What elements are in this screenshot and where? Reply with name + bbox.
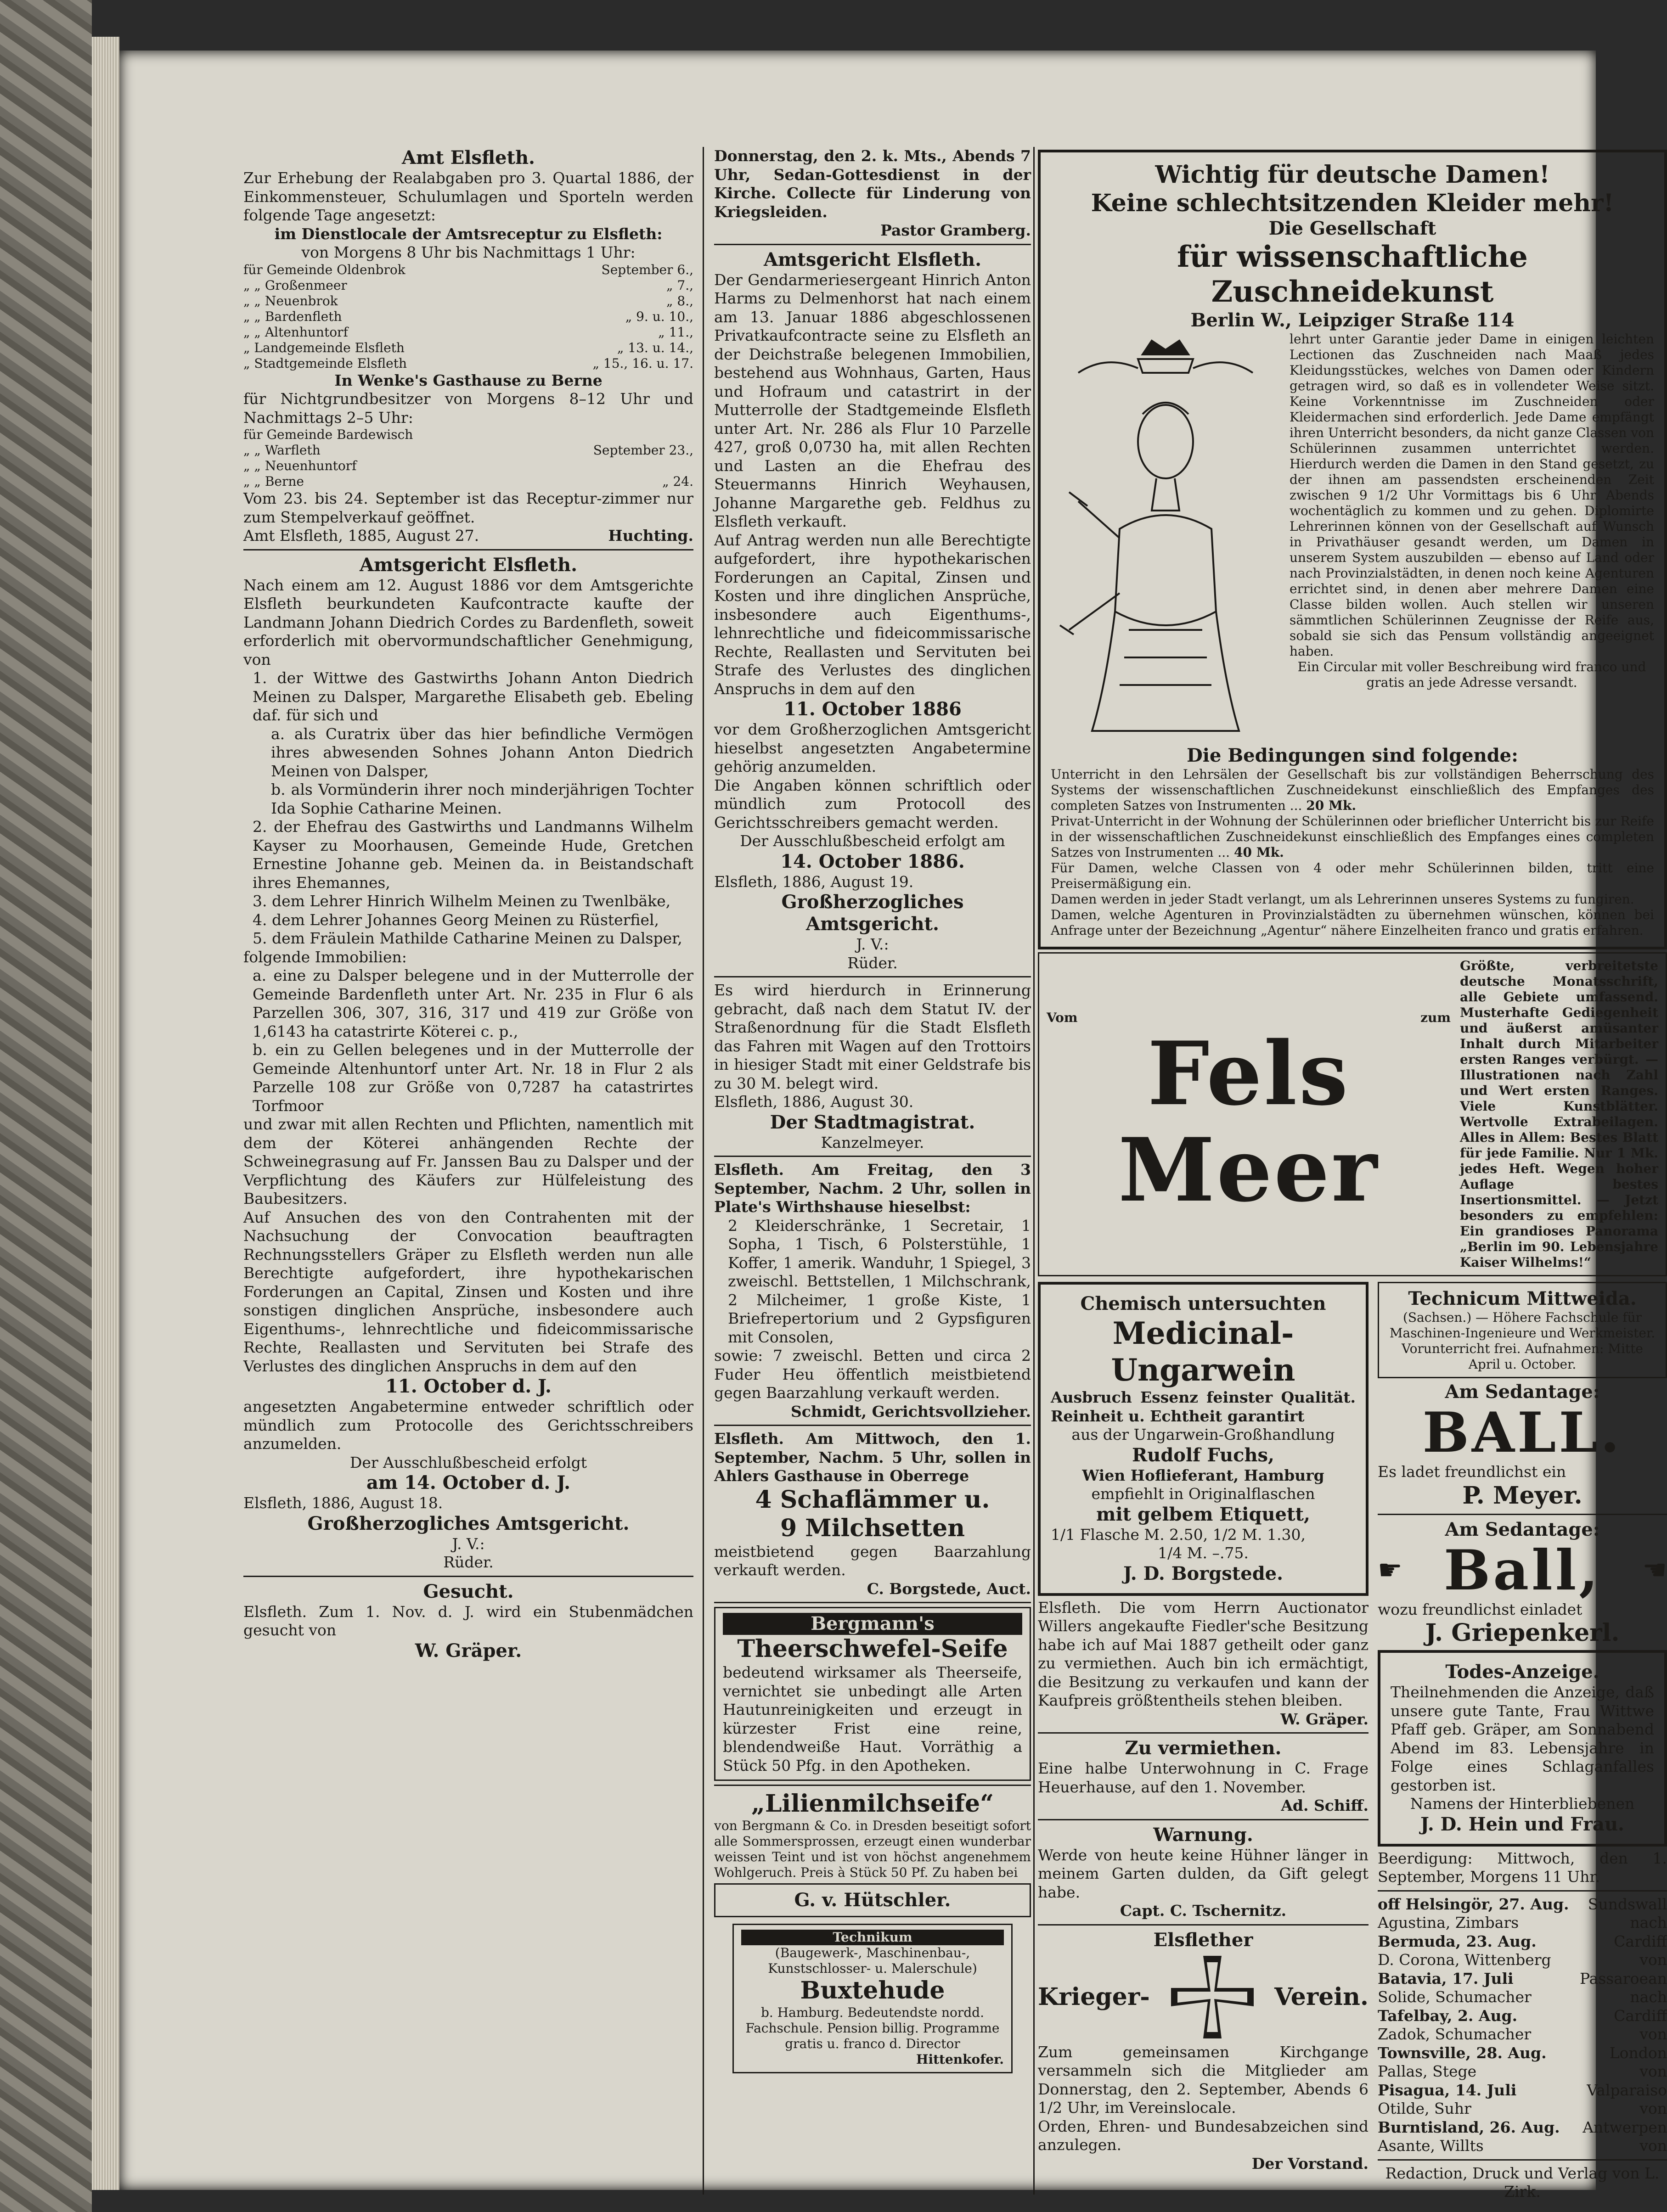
amt-signature: Amt Elsfleth, 1885, August 27. Huchting. xyxy=(243,527,693,545)
krieger-title-row xyxy=(1038,1951,1369,2043)
wein-label: mit gelbem Etiquett, xyxy=(1096,1503,1310,1525)
fels-zum: zum xyxy=(1420,1010,1451,1025)
gesucht-text: Elsfleth. Zum 1. Nov. d. J. wird ein Stubenmädchen gesucht von xyxy=(243,1602,693,1639)
krieger-text: Orden, Ehren- und Bundesabzeichen sind anzulegen. xyxy=(1038,2117,1369,2154)
ag2-iv: J. V.: xyxy=(856,935,889,953)
ag-list-item: 5. dem Fräulein Mathilde Catharine Meinen zu Dalsper, xyxy=(253,929,682,947)
pointing-hand-left-icon: ☚ xyxy=(1642,1554,1667,1587)
lilien-signature: G. v. Hütschler. xyxy=(714,1883,1031,1917)
warn-title: Warnung. xyxy=(1153,1824,1253,1846)
wein-head: Chemisch untersuchten xyxy=(1080,1293,1326,1314)
divider xyxy=(1038,1732,1369,1734)
ship-row: Batavia, 17. Juli Passaroean xyxy=(1378,1969,1667,1987)
lamb-signature: C. Borgstede, Auct. xyxy=(867,1579,1031,1598)
ship-list xyxy=(1378,1895,1667,2156)
damen-text: lehrt unter Garantie jeder Dame in einigen leichten Lectionen das Zuschneiden nach Maaß jedes Kleidungsstückes, welches von Damen oder Kindern getragen wird, so daß es in vollendeter Weise sitzt. Keine Vorkenntnisse im Zuschneiden oder Kleidermachen sind erforderlich. Jede Dame empfängt ihren Unterricht besonders, da nicht ganze Classen von Schülerinnen zusammen unterrichtet werden. Hierdurch werden die Damen in den Stand gesetzt, zu der ihnen am passendsten erscheinenden Zeit zwischen 9 1/2 Uhr Vormittags bis 6 Uhr Abends wochentäglich zu kommen und zu gehen. Diplomirte Lehrerinnen können von der Gesellschaft auf Wunsch in Privathäuser gesandt werden, um Damen in unserem System auszubilden — ebenso auf Land oder nach Provinzialstädten, in denen noch keine Agenturen errichtet sind, in denen aber mehrere Damen eine Classe bilden wollen. Auch stellen wir unseren sämmtlichen Schülerinnen Zeugnisse der Reife aus, sobald sie sich das Pensum vollständig angeeignet haben. xyxy=(1290,331,1654,659)
wein-text: empfiehlt in Originalflaschen xyxy=(1091,1485,1315,1503)
technikum-head: Technikum xyxy=(741,1930,1004,1945)
auction-signature: Schmidt, Gerichtsvollzieher. xyxy=(790,1402,1031,1420)
verm-text: Eine halbe Unterwohnung in C. Frage Heuerhause, auf den 1. November. xyxy=(1038,1759,1369,1796)
wein-title: Medicinal-Ungarwein xyxy=(1111,1315,1295,1388)
ag-text: Nach einem am 12. August 1886 vor dem Amtsgerichte Elsfleth beurkundeten Kaufcontracte kaufte der Landmann Johann Diedrich Cordes zu Bardenfleth, soweit erforderlich mit obervormundschaftlicher Genehmigung, von xyxy=(243,576,693,668)
wein-city: Wien Hoflieferant, Hamburg xyxy=(1082,1466,1324,1484)
damen-condition: Damen werden in jeder Stadt verlangt, um als Lehrerinnen unseres Systems zu fungiren. xyxy=(1051,892,1634,907)
ship-row: D. Corona, Wittenberg von xyxy=(1378,1951,1667,1969)
damen-conditions-title: Die Bedingungen sind folgende: xyxy=(1187,745,1518,766)
ag-list-item: 1. der Wittwe des Gastwirths Johann Anton Diedrich Meinen zu Dalsper, Margarethe Elisabeth geb. Ebeling daf. für sich und xyxy=(253,669,693,724)
willers-signature: W. Gräper. xyxy=(1280,1710,1369,1728)
lilien-title: „Lilienmilchseife“ xyxy=(751,1790,994,1818)
technikum-place: Buxtehude xyxy=(800,1976,945,2004)
schedule-row: „ „ Bardenfleth „ 9. u. 10., xyxy=(243,309,693,324)
ag2-text: vor dem Großherzoglichen Amtsgericht hieselbst angesetzten Angabetermine gehörig anzumelden. xyxy=(714,720,1031,775)
amt-time-2: für Nichtgrundbesitzer von Morgens 8–12 Uhr und Nachmittags 2–5 Uhr: xyxy=(243,390,693,427)
ag-place: Elsfleth, 1886, August 18. xyxy=(243,1494,443,1512)
lady-illustration xyxy=(1051,336,1280,740)
ship-row: Townsville, 28. Aug. London xyxy=(1378,2044,1667,2062)
book-binding xyxy=(0,0,92,2212)
ball2-title: Ball, xyxy=(1443,1538,1601,1603)
ball1-text: Es ladet freundlichst ein xyxy=(1378,1463,1566,1481)
divider xyxy=(1038,1924,1369,1926)
divider xyxy=(1378,1514,1667,1515)
schedule-row: „ „ Neuenhuntorf xyxy=(243,458,357,473)
ship-row: Solide, Schumacher nach xyxy=(1378,1988,1667,2006)
col3-lower xyxy=(1038,1279,1667,2201)
ag2-title: Amtsgericht Elsfleth. xyxy=(763,248,982,270)
lamb-text: meistbietend gegen Baarzahlung verkauft werden. xyxy=(714,1542,1031,1579)
ship-row: off Helsingör, 27. Aug. Sundswall xyxy=(1378,1895,1667,1913)
ag-list-item: 4. dem Lehrer Johannes Georg Meinen zu Rüsterfiel, xyxy=(253,910,659,929)
schedule-2 xyxy=(243,427,693,489)
magistrat-text: Es wird hierdurch in Erinnerung gebracht, daß nach dem Statut IV. der Straßenordnung für die Stadt Elsfleth das Fahren mit Wagen auf den Trottoirs in hiesiger Stadt mit einer Geldstrafe bis zu 30 M. belegt wird. xyxy=(714,981,1031,1092)
damen-society: Die Gesellschaft xyxy=(1268,218,1436,239)
damen-address: Berlin W., Leipziger Straße 114 xyxy=(1190,309,1515,331)
wein-price: 1/4 M. –.75. xyxy=(1158,1544,1249,1562)
column-rule xyxy=(703,147,704,2195)
schedule-row: „ „ Neuenbrok „ 8., xyxy=(243,293,693,309)
ship-row: Tafelbay, 2. Aug. Cardiff xyxy=(1378,2006,1667,2025)
page-edges xyxy=(92,37,119,2190)
technikum-ad xyxy=(732,1924,1013,2073)
wein-firm: Rudolf Fuchs, xyxy=(1132,1444,1274,1466)
bergmann-ad xyxy=(714,1607,1031,1781)
divider xyxy=(714,244,1031,245)
amt-location-2: In Wenke's Gasthause zu Berne xyxy=(334,371,603,389)
lamb-text: Elsfleth. Am Mittwoch, den 1. September, Nachm. 5 Uhr, sollen in Ahlers Gasthause in Oberrege xyxy=(714,1430,1031,1485)
magistrat-signature: Der Stadtmagistrat. xyxy=(770,1111,975,1133)
wein-signature: J. D. Borgstede. xyxy=(1123,1562,1284,1584)
imprint: Redaction, Druck und Verlag von L. Zirk. xyxy=(1385,2164,1660,2201)
wein-text: Ausbruch Essenz feinster Qualität. Reinheit u. Echtheit garantirt xyxy=(1051,1388,1356,1425)
church-signature: Pastor Gramberg. xyxy=(880,221,1031,239)
divider xyxy=(714,1425,1031,1426)
ag-name: Rüder. xyxy=(443,1553,494,1571)
ag2-text: Auf Antrag werden nun alle Berechtigte aufgefordert, ihre hypothekarischen Forderungen an Capital, Zinsen und Kosten und ihre dinglichen Ansprüche, insbesondere auch Eigenthums-, lehnrechtliche und fideicommissarische Rechte, Reallasten und Servituten bei Strafe des Verlustes des dinglichen Anspruchs in dem auf den xyxy=(714,531,1031,698)
schedule-row: für Gemeinde Bardewisch xyxy=(243,427,413,442)
ship-row: Asante, Willts von xyxy=(1378,2137,1667,2155)
ship-row: Burntisland, 26. Aug. Antwerpen xyxy=(1378,2118,1667,2136)
ag2-court: Großherzogliches Amtsgericht. xyxy=(781,891,964,935)
damen-name: für wissenschaftliche Zuschneidekunst xyxy=(1177,240,1528,309)
ship-row: Pallas, Stege von xyxy=(1378,2062,1667,2080)
pointing-hand-right-icon: ☛ xyxy=(1378,1554,1402,1587)
fels-vom: Vom xyxy=(1047,1010,1078,1025)
schedule-row: „ Landgemeinde Elsfleth „ 13. u. 14., xyxy=(243,340,693,355)
lilien-text: von Bergmann & Co. in Dresden beseitigt sofort alle Sommersprossen, erzeugt einen wunderbar weissen Teint und ist von höchst angenehmem Wohlgeruch. Preis à Stück 50 Pf. Zu haben bei xyxy=(714,1818,1031,1880)
col3-lower-right xyxy=(1378,1279,1667,2201)
column-1 xyxy=(243,147,693,1662)
ag-title: Amtsgericht Elsfleth. xyxy=(359,554,578,576)
damen-condition: Unterricht in den Lehrsälen der Gesellschaft bis zur vollständigen Beherrschung des Systems der wissenschaftlichen Zuschneidekunst einschließlich des Empfanges des completen Satzes von Instrumenten ... 20 Mk. xyxy=(1051,767,1654,813)
krieger-signature: Der Vorstand. xyxy=(1251,2154,1369,2173)
ag-text: Der Ausschlußbescheid erfolgt xyxy=(349,1453,587,1471)
fels-meer-masthead xyxy=(1047,1010,1451,1221)
amt-title: Amt Elsfleth. xyxy=(402,147,535,168)
ag-list-item: 2. der Ehefrau des Gastwirths und Landmanns Wilhelm Kayser zu Moorhausen, Gemeinde Hude, Gretchen Ernestine Johanne geb. Meinen da. in Beistandschaft ihres Ehemannes, xyxy=(253,818,693,892)
col3-lower-left xyxy=(1038,1279,1369,2201)
bergmann-text: bedeutend wirksamer als Theerseife, vernichtet sie unbedingt alle Arten Hautunreinigkeiten und erzeugt in kürzester Frist eine reine, blendendweiße Haut. Vorräthig a Stück 50 Pfg. in den Apotheken. xyxy=(723,1663,1022,1774)
ag2-text: Der Gendarmeriesergeant Hinrich Anton Harms zu Delmenhorst hat nach einem am 13. Januar 1886 abgeschlossenen Privatkaufcontracte seine zu Elsfleth an der Deichstraße belegenen Immobilien, bestehend aus Wohnhaus, Garten, Haus und Hofraum und catastrirt in der Mutterrolle der Stadtgemeinde Elsfleth unter Art. Nr. 286 als Flur 10 Parzelle 427, groß 0,0730 ha, mit allen Rechten und Lasten an die Ehefrau des Steuermanns Hinrich Weyhausen, Johanne Margarethe geb. Feldhus zu Elsfleth verkauft. xyxy=(714,270,1031,530)
schedule-row: „ Stadtgemeinde Elsfleth „ 15., 16. u. 17. xyxy=(243,355,693,371)
damen-condition: Privat-Unterricht in der Wohnung der Schülerinnen oder brieflicher Unterricht bis zur Reife in der wissenschaftlichen Zuschneidekunst einschließlich des Empfanges eines completen Satzes von Instrumenten ... 40 Mk. xyxy=(1051,814,1654,860)
bergmann-product: Theerschwefel-Seife xyxy=(737,1635,1008,1663)
divider xyxy=(714,1602,1031,1603)
damen-ad xyxy=(1038,150,1667,949)
ag-text: und zwar mit allen Rechten und Pflichten, namentlich mit dem der Köterei anhängenden Rechte der Schweinegrasung auf Fr. Janssen Bau zu Dalsper und der Verpflichtung des Käufers zur Hülfeleistung des Baubesitzers. xyxy=(243,1115,693,1207)
damen-condition: Damen, welche Agenturen in Provinzialstädten zu übernehmen wünschen, können bei Anfrage unter der Bezeichnung „Agentur“ nähere Einzelheiten franco und gratis erfahren. xyxy=(1051,907,1654,938)
ag-item: a. eine zu Dalsper belegene und in der Mutterrolle der Gemeinde Bardenfleth unter Art. Nr. 235 in Flur 6 als Parzellen 306, 307, 316, 317 und 419 zur Größe von 1,6143 ha catastrirte Köterei c. p., xyxy=(253,966,693,1040)
damen-text-2: Ein Circular mit voller Beschreibung wird franco und gratis an jede Adresse versandt. xyxy=(1297,659,1646,690)
ag-list-item: b. als Vormünderin ihrer noch minderjährigen Tochter Ida Sophie Catharine Meinen. xyxy=(271,780,693,817)
bergmann-title: Bergmann's xyxy=(723,1613,1022,1635)
ship-row: Otilde, Suhr von xyxy=(1378,2100,1667,2117)
amt-close: Vom 23. bis 24. September ist das Receptur-zimmer nur zum Stempelverkauf geöffnet. xyxy=(243,489,693,526)
auction-text: sowie: 7 zweischl. Betten und circa 2 Fuder Heu öffentlich meistbietend gegen Baarzahlung verkauft werden. xyxy=(714,1347,1031,1402)
todes-burial: Beerdigung: Mittwoch, den 1. September, Morgens 11 Uhr. xyxy=(1378,1849,1667,1886)
ball2-text: wozu freundlichst einladet xyxy=(1378,1600,1583,1618)
wein-ad xyxy=(1038,1282,1369,1596)
damen-title: Wichtig für deutsche Damen! xyxy=(1155,161,1550,189)
ag2-date: 11. October 1886 xyxy=(783,698,962,720)
auction-items: 2 Kleiderschränke, 1 Secretair, 1 Sopha, 1 Tisch, 6 Polsterstühle, 1 Koffer, 1 amerik. Wanduhr, 1 Spiegel, 3 zweischl. Bettstellen, 1 Milchschrank, 2 Milcheimer, 1 große Kiste, 1 Briefrepertorium und 2 Gypsfiguren mit Consolen, xyxy=(728,1216,1031,1346)
technikum-sub: (Baugewerk-, Maschinenbau-, Kunstschlosser- u. Malerschule) xyxy=(768,1945,977,1976)
schedule-row: „ „ Großenmeer „ 7., xyxy=(243,277,693,293)
mittweida-text: (Sachsen.) — Höhere Fachschule für Maschinen-Ingenieure und Werkmeister. Vorunterricht frei. Aufnahmen: Mitte April u. October. xyxy=(1389,1310,1656,1372)
ag-text: Auf Ansuchen des von den Contrahenten mit der Nachsuchung der Convocation beauftragten Rechnungsstellers Gräper zu Elsfleth werden nun alle Berechtigte aufgefordert, ihre hypothekarischen Forderungen an Capital, Zinsen und Kosten und ihre sonstigen dinglichen Ansprüche, insbesondere auch Eigenthums-, lehnrechtliche und fideicommissarische Rechte, Reallasten und Servituten bei Strafe des Verlustes des dinglichen Anspruchs in dem auf den xyxy=(243,1208,693,1375)
damen-condition: Für Damen, welche Classen von 4 oder mehr Schülerinnen bilden, tritt eine Preisermäßigung ein. xyxy=(1051,860,1654,891)
amt-time-1: von Morgens 8 Uhr bis Nachmittags 1 Uhr: xyxy=(301,243,636,261)
ship-row: Pisagua, 14. Juli Valparaiso xyxy=(1378,2081,1667,2099)
todes-signature: J. D. Hein und Frau. xyxy=(1420,1813,1624,1835)
column-2 xyxy=(714,147,1031,2080)
amt-location-1: im Dienstlocale der Amtsreceptur zu Elsfleth: xyxy=(274,225,663,243)
auction-text: Elsfleth. Am Freitag, den 3 September, Nachm. 2 Uhr, sollen in Plate's Wirthshause hieselbst: xyxy=(714,1161,1031,1216)
todes-text: Theilnehmenden die Anzeige, daß unsere gute Tante, Frau Wittwe Pfaff geb. Gräper, am Sonnabend Abend im 83. Lebensjahre in Folge eines Schlaganfalles gestorben ist. xyxy=(1391,1683,1654,1794)
damen-subtitle: Keine schlechtsitzenden Kleider mehr! xyxy=(1091,189,1614,217)
church-notice: Donnerstag, den 2. k. Mts., Abends 7 Uhr, Sedan-Gottesdienst in der Kirche. Collecte für Linderung von Kriegsleiden. xyxy=(714,147,1031,221)
schedule-row: „ „ Warfleth September 23., xyxy=(243,443,693,458)
magistrat-place: Elsfleth, 1886, August 30. xyxy=(714,1093,914,1111)
verm-signature: Ad. Schiff. xyxy=(1281,1797,1369,1814)
ag-court: Großherzogliches Amtsgericht. xyxy=(307,1512,630,1534)
ship-row: Agustina, Zimbars nach xyxy=(1378,1914,1667,1931)
ag-text: folgende Immobilien: xyxy=(243,948,407,966)
ag-list-item: 3. dem Lehrer Hinrich Wilhelm Meinen zu Twenlbäke, xyxy=(253,892,671,910)
ag-date: 11. October d. J. xyxy=(385,1375,552,1397)
ag2-date: 14. October 1886. xyxy=(780,850,965,872)
wein-price: 1/1 Flasche M. 2.50, 1/2 M. 1.30, xyxy=(1051,1525,1306,1544)
technikum-text: b. Hamburg. Bedeutendste nordd. Fachschule. Pension billig. Programme gratis u. franco d. Director xyxy=(745,2005,1000,2051)
ag-date: am 14. October d. J. xyxy=(366,1472,571,1493)
column-3 xyxy=(1038,147,1667,2201)
divider xyxy=(714,1156,1031,1157)
wein-text: aus der Ungarwein-Großhandlung xyxy=(1071,1426,1335,1443)
ag2-text: Die Angaben können schriftlich oder mündlich zum Protocoll des Gerichtsschreibers gemacht werden. xyxy=(714,776,1031,831)
divider xyxy=(714,1785,1031,1786)
divider xyxy=(1038,1819,1369,1820)
lamb-line: 9 Milchsetten xyxy=(780,1514,965,1542)
willers-text: Elsfleth. Die vom Herrn Auctionator Willers angekaufte Fiedler'sche Besitzung habe ich auf Mai 1887 getheilt oder ganz zu vermiethen. Auch bin ich ermächtigt, die Besitzung zu verkaufen und kann der Kaufpreis größtentheils stehen bleiben. xyxy=(1038,1598,1369,1709)
verm-title: Zu vermiethen. xyxy=(1125,1737,1282,1759)
krieger-left: Krieger- xyxy=(1038,1982,1150,2011)
schedule-1 xyxy=(243,262,693,371)
newspaper-page xyxy=(119,51,1667,2201)
technikum-director: Hittenkofer. xyxy=(916,2052,1004,2067)
divider xyxy=(243,549,693,550)
schedule-row: für Gemeinde Oldenbrok September 6., xyxy=(243,262,693,277)
lamb-line: 4 Schaflämmer u. xyxy=(755,1485,990,1514)
amt-intro: Zur Erhebung der Realabgaben pro 3. Quartal 1886, der Einkommensteuer, Schulumlagen und Sporteln werden folgende Tage angesetzt: xyxy=(243,169,693,224)
ag-iv: J. V.: xyxy=(452,1534,485,1553)
divider xyxy=(1378,2159,1667,2161)
ag2-name: Rüder. xyxy=(847,954,898,972)
ag-list-item: a. als Curatrix über das hier befindliche Vermögen ihres abwesenden Sohnes Johann Anton Diedrich Meinen von Dalsper, xyxy=(271,724,693,780)
ship-row: Bermuda, 23. Aug. Cardiff xyxy=(1378,1932,1667,1950)
ag2-text: Der Ausschlußbescheid erfolgt am xyxy=(740,832,1005,850)
column-rule xyxy=(1033,147,1035,2195)
gesucht-title: Gesucht. xyxy=(423,1580,514,1602)
ball1-signature: P. Meyer. xyxy=(1462,1481,1583,1510)
ball2-row xyxy=(1378,1538,1667,1603)
ball2-head: Am Sedantage: xyxy=(1445,1518,1600,1540)
ball1-head: Am Sedantage: xyxy=(1445,1381,1600,1403)
schedule-row: „ „ Altenhuntorf „ 11., xyxy=(243,324,693,340)
todes-text: Namens der Hinterbliebenen xyxy=(1410,1795,1635,1813)
magistrat-name: Kanzelmeyer. xyxy=(821,1133,924,1151)
schedule-row: „ „ Berne „ 24. xyxy=(243,474,693,489)
ball2-signature: J. Griepenkerl. xyxy=(1425,1619,1620,1647)
ball1-title: BALL. xyxy=(1422,1400,1622,1465)
krieger-head: Elsflether xyxy=(1153,1929,1253,1951)
ag2-place: Elsfleth, 1886, August 19. xyxy=(714,872,914,891)
krieger-right: Verein. xyxy=(1274,1982,1369,2011)
gesucht-name: W. Gräper. xyxy=(415,1639,522,1662)
fels-meer-ad xyxy=(1038,952,1667,1276)
iron-cross-icon xyxy=(1166,1951,1258,2043)
mittweida-ad xyxy=(1378,1282,1667,1378)
warn-signature: Capt. C. Tschernitz. xyxy=(1120,1902,1287,1920)
warn-text: Werde von heute keine Hühner länger in meinem Garten dulden, da Gift gelegt habe. xyxy=(1038,1846,1369,1901)
todes-anzeige xyxy=(1378,1650,1667,1847)
ag-text: angesetzten Angabetermine entweder schriftlich oder mündlich zum Protocolle des Gerichtsschreibers anzumelden. xyxy=(243,1398,693,1453)
fels-meer-title: Fels Meer xyxy=(1118,1022,1380,1221)
fels-meer-text: Größte, verbreitetste deutsche Monatsschrift, alle Gebiete umfassend. Musterhafte Gediegenheit und äußerst amüsanter Inhalt durch Mitarbeiter ersten Ranges verbürgt. — Illustrationen nach Zahl und Wert ersten Ranges. Viele Kunstblätter. Wertvolle Extrabeilagen. Alles in Allem: Bestes Blatt für jede Familie. Nur 1 Mk. jedes Heft. Wegen hoher Auflage bestes Insertionsmittel. — Jetzt besonders zu empfehlen: Ein grandioses Panorama „Berlin im 90. Lebensjahre Kaiser Wilhelms!“ xyxy=(1460,958,1658,1270)
ag-item: b. ein zu Gellen belegenes und in der Mutterrolle der Gemeinde Altenhuntorf unter Art. Nr. 18 in Flur 2 als Parzelle 108 zur Größe von 0,7287 ha catastrirtes Torfmoor xyxy=(253,1041,693,1115)
mittweida-title: Technicum Mittweida. xyxy=(1408,1288,1637,1309)
ship-row: Zadok, Schumacher von xyxy=(1378,2025,1667,2043)
divider xyxy=(243,1576,693,1577)
divider xyxy=(714,976,1031,977)
divider xyxy=(1378,1890,1667,1892)
todes-title: Todes-Anzeige. xyxy=(1445,1661,1599,1683)
krieger-text: Zum gemeinsamen Kirchgange versammeln sich die Mitglieder am Donnerstag, den 2. September, Abends 6 1/2 Uhr, im Vereinslocale. xyxy=(1038,2043,1369,2117)
